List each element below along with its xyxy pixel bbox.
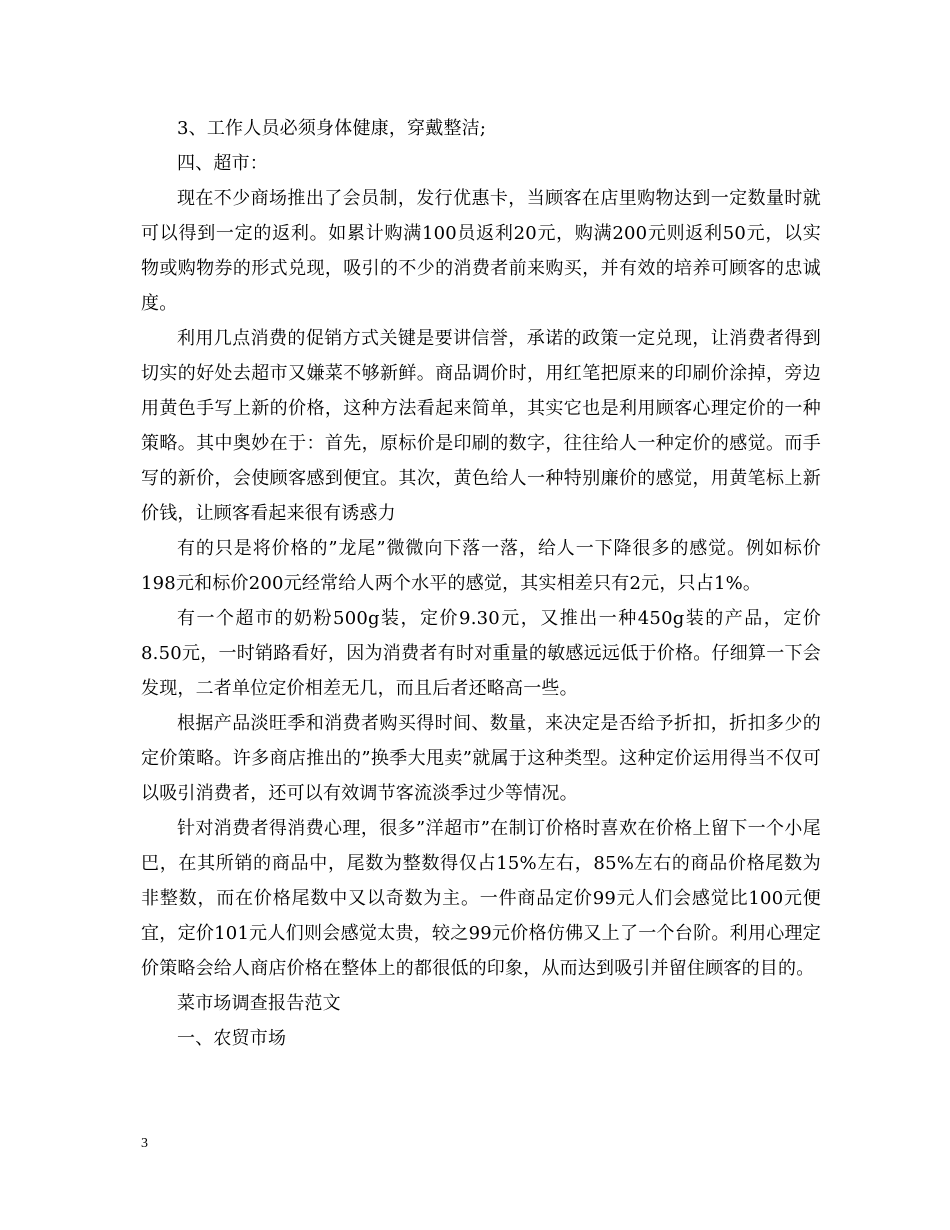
paragraph-seasonal-discount: 根据产品淡旺季和消费者购买得时间、数量，来决定是否给予折扣，折扣多少的定价策略。许多商店推出的”换季大甩卖”就属于这种类型。这种定价运用得当不仅可以吸引消费者，还可以有效调节客流淡季过少等情况。 [141, 713, 821, 804]
paragraph-membership: 现在不少商场推出了会员制，发行优惠卡，当顾客在店里购物达到一定数量时就可以得到一定的返利。如累计购满100员返利20元，购满200元则返利50元，以实物或购物券的形式兑现，吸引的不少的消费者前来购买，并有效的培养可顾客的忠诚度。 [141, 188, 821, 314]
section-heading-report-sample: 菜市场调查报告范文 [177, 993, 341, 1014]
section-heading-farmers-market: 一、农贸市场 [177, 1028, 287, 1049]
paragraph-staff-health: 3、工作人员必须身体健康，穿戴整洁; [177, 118, 487, 139]
paragraph-milk-powder: 有一个超市的奶粉500g装，定价9.30元，又推出一种450g装的产品，定价8.50元，一时销路看好，因为消费者有时对重量的敏感远远低于价格。仔细算一下会发现，二者单位定价相差无几，而且后者还略高一些。 [141, 608, 821, 699]
paragraph-price-tail: 有的只是将价格的”龙尾”微微向下落一落，给人一下降很多的感觉。例如标价198元和标价200元经常给人两个水平的感觉，其实相差只有2元，只占1%。 [141, 538, 821, 594]
section-heading-supermarket: 四、超市： [177, 153, 268, 174]
page-number: 3 [141, 1136, 148, 1151]
document-body [141, 111, 821, 1056]
paragraph-odd-pricing: 针对消费者得消费心理，很多”洋超市”在制订价格时喜欢在价格上留下一个小尾巴，在其所销的商品中，尾数为整数得仅占15%左右，85%左右的商品价格尾数为非整数，而在价格尾数中又以奇数为主。一件商品定价99元人们会感觉比100元便宜，定价101元人们则会感觉太贵，较之99元价格仿佛又上了一个台阶。利用心理定价策略会给人商店价格在整体上的都很低的印象，从而达到吸引并留住顾客的目的。 [141, 818, 821, 979]
paragraph-price-markdown: 利用几点消费的促销方式关键是要讲信誉，承诺的政策一定兑现，让消费者得到切实的好处去超市又嫌菜不够新鲜。商品调价时，用红笔把原来的印刷价涂掉，旁边用黄色手写上新的价格，这种方法看起来简单，其实它也是利用顾客心理定价的一种策略。其中奥妙在于：首先，原标价是印刷的数字，往往给人一种定价的感觉。而手写的新价，会使顾客感到便宜。其次，黄色给人一种特别廉价的感觉，用黄笔标上新价钱，让顾客看起来很有诱惑力 [141, 328, 821, 524]
